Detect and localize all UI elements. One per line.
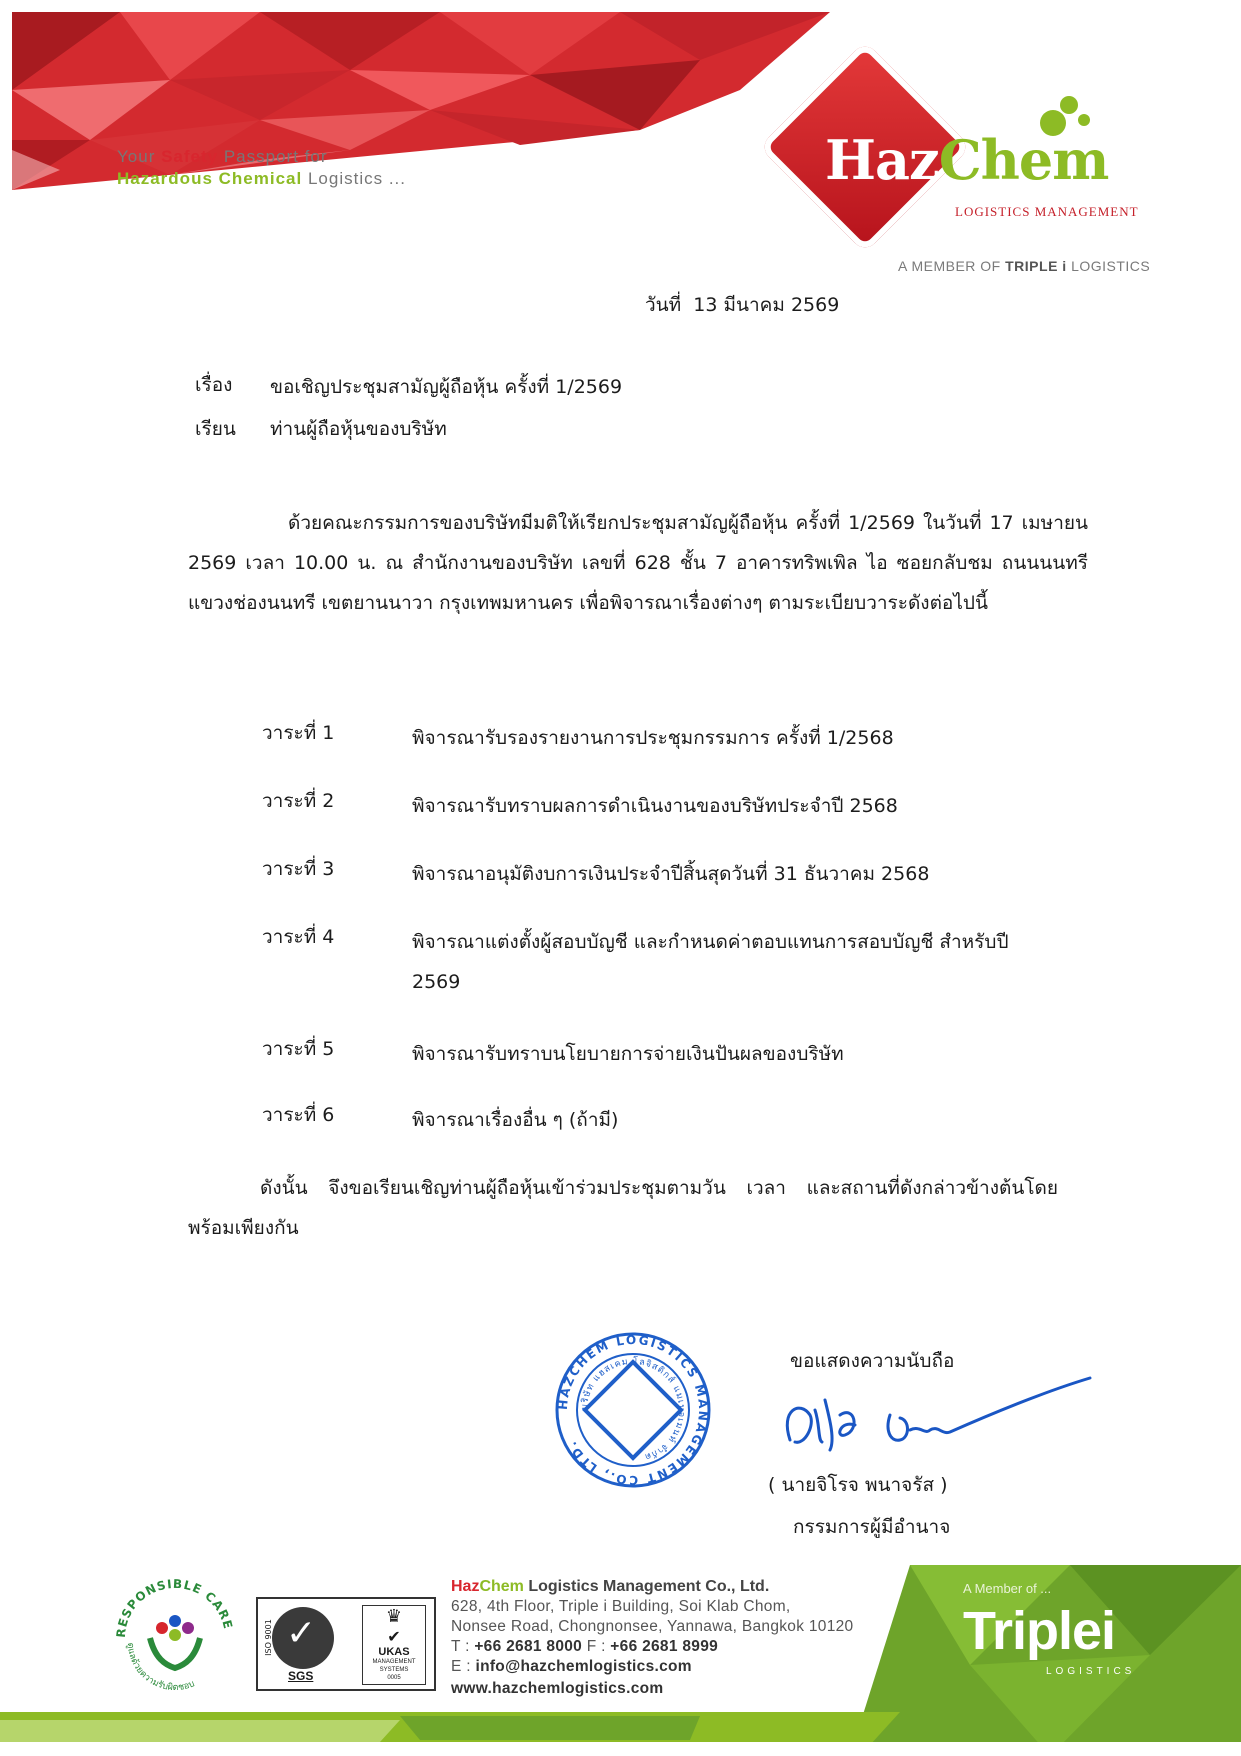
footer-email-line: E : info@hazchemlogistics.com [451, 1658, 692, 1675]
footer-stripe [0, 1712, 1241, 1756]
rc-top-text: RESPONSIBLE CARE [113, 1576, 236, 1639]
triple-i-logo: Triplei [963, 1601, 1116, 1661]
website-link[interactable]: www.hazchemlogistics.com [451, 1680, 664, 1697]
footer-phone-line: T : +66 2681 8000 F : +66 2681 8999 [451, 1638, 719, 1655]
logo-bubble-icon [1078, 114, 1090, 126]
footer-address-line-2: Nonsee Road, Chongnonsee, Yannawa, Bangkok 10120 [451, 1618, 854, 1635]
letter-date: วันที่ 13 มีนาคม 2569 [645, 294, 840, 316]
tagline-line-1: Your Safety Passport for [117, 147, 328, 166]
agenda-number: วาระที่ 4 [262, 926, 335, 948]
agenda-number: วาระที่ 5 [262, 1038, 335, 1060]
agenda-number: วาระที่ 3 [262, 858, 335, 880]
intro-paragraph: ด้วยคณะกรรมการของบริษัทมีมติให้เรียกประชุมสามัญผู้ถือหุ้น ครั้งที่ 1/2569 ในวันที่ 17 เมษายน 2569 เวลา 10.00 น. ณ สำนักงานของบริษัท เลขที่ 628 ชั้น 7 อาคารทริพเพิล ไอ ซอยกลับชม ถนนนนทรี แขวงช่องนนทรี เขตยานนาวา กรุงเทพมหานคร เพื่อพิจารณาเรื่องต่างๆ ตามระเบียบวาระดังต่อไปนี้ [188, 512, 1088, 614]
sgs-label: SGS [288, 1669, 314, 1683]
regards-text: ขอแสดงความนับถือ [790, 1350, 955, 1372]
recipient-label: เรียน [195, 418, 236, 440]
signer-name: ( นายจิโรจ พนาจรัส ) [768, 1474, 948, 1496]
signature-image [760, 1370, 1100, 1470]
ukas-mark [362, 1605, 426, 1685]
seal-inner-text: บริษัท แฮสเคม โลจิสติกส์ แมเนจเมนท์ จำกัด [579, 1356, 687, 1462]
agenda-text: พิจารณาเรื่องอื่น ๆ (ถ้ามี) [412, 1109, 619, 1131]
subject-label: เรื่อง [195, 374, 233, 396]
logo-wordmark: HazChem [825, 128, 1109, 192]
seal-outer-text: HAZCHEM LOGISTICS MANAGEMENT CO., LTD. [555, 1332, 711, 1488]
footer-company-name: HazChem Logistics Management Co., Ltd. [451, 1578, 770, 1595]
recipient-text: ท่านผู้ถือหุ้นของบริษัท [270, 418, 447, 440]
signer-title: กรรมการผู้มีอำนาจ [793, 1516, 951, 1538]
closing-paragraph: ดังนั้น จึงขอเรียนเชิญท่านผู้ถือหุ้นเข้าร่วมประชุมตามวัน เวลา และสถานที่ดังกล่าวข้างต้นโดยพร้อมเพียงกัน [188, 1177, 1058, 1239]
subject-text: ขอเชิญประชุมสามัญผู้ถือหุ้น ครั้งที่ 1/2569 [270, 376, 623, 398]
member-line: A MEMBER OF TRIPLE i LOGISTICS [898, 258, 1151, 274]
agenda-item [262, 786, 1062, 826]
agenda-text: พิจารณารับรองรายงานการประชุมกรรมการ ครั้งที่ 1/2568 [412, 727, 894, 749]
member-of-label: A Member of ... [963, 1581, 1052, 1596]
agenda-text: พิจารณารับทราบผลการดำเนินงานของบริษัทประจำปี 2568 [412, 795, 898, 817]
iso-label: ISO 9001 [263, 1619, 273, 1656]
logo-bubble-icon [1060, 96, 1078, 114]
agenda-number: วาระที่ 1 [262, 722, 335, 744]
svg-text:ดูแลด้วยความรับผิดชอบ [125, 1643, 197, 1694]
ukas-number: 0005 [387, 1675, 401, 1681]
agenda-text: พิจารณารับทราบนโยบายการจ่ายเงินปันผลของบริษัท [412, 1043, 844, 1065]
agenda-number: วาระที่ 2 [262, 790, 335, 812]
agenda-item [262, 1034, 1062, 1074]
sgs-mark [264, 1603, 342, 1681]
responsible-care-logo [110, 1573, 240, 1703]
ukas-label: UKAS [378, 1646, 410, 1658]
rc-bottom-text: ดูแลด้วยความรับผิดชอบ [124, 1642, 197, 1694]
agenda-item [262, 922, 1062, 1004]
logo-subtitle: LOGISTICS MANAGEMENT [955, 204, 1139, 219]
agenda-text: พิจารณาแต่งตั้งผู้สอบบัญชี และกำหนดค่าตอบแทนการสอบบัญชี สำหรับปี 2569 [412, 931, 1009, 993]
check-icon: ✔ [387, 1627, 401, 1646]
check-icon: ✓ [286, 1613, 317, 1654]
triple-i-logistics-label: LOGISTICS [1046, 1666, 1136, 1677]
crown-icon: ♛ [385, 1606, 403, 1627]
agenda-item [262, 854, 1062, 894]
agenda-number: วาระที่ 6 [262, 1104, 335, 1126]
footer-address-line-1: 628, 4th Floor, Triple i Building, Soi Klab Chom, [451, 1598, 791, 1615]
agenda-item [262, 1100, 1062, 1140]
certification-box [256, 1597, 436, 1691]
agenda-text: พิจารณาอนุมัติงบการเงินประจำปีสิ้นสุดวันที่ 31 ธันวาคม 2568 [412, 863, 930, 885]
company-seal [553, 1330, 713, 1490]
agenda-item [262, 718, 1062, 758]
email-link[interactable]: info@hazchemlogistics.com [475, 1658, 692, 1675]
ukas-sub-label: MANAGEMENT SYSTEMS [372, 1659, 416, 1673]
tagline-line-2: Hazardous Chemical Logistics ... [117, 169, 406, 188]
